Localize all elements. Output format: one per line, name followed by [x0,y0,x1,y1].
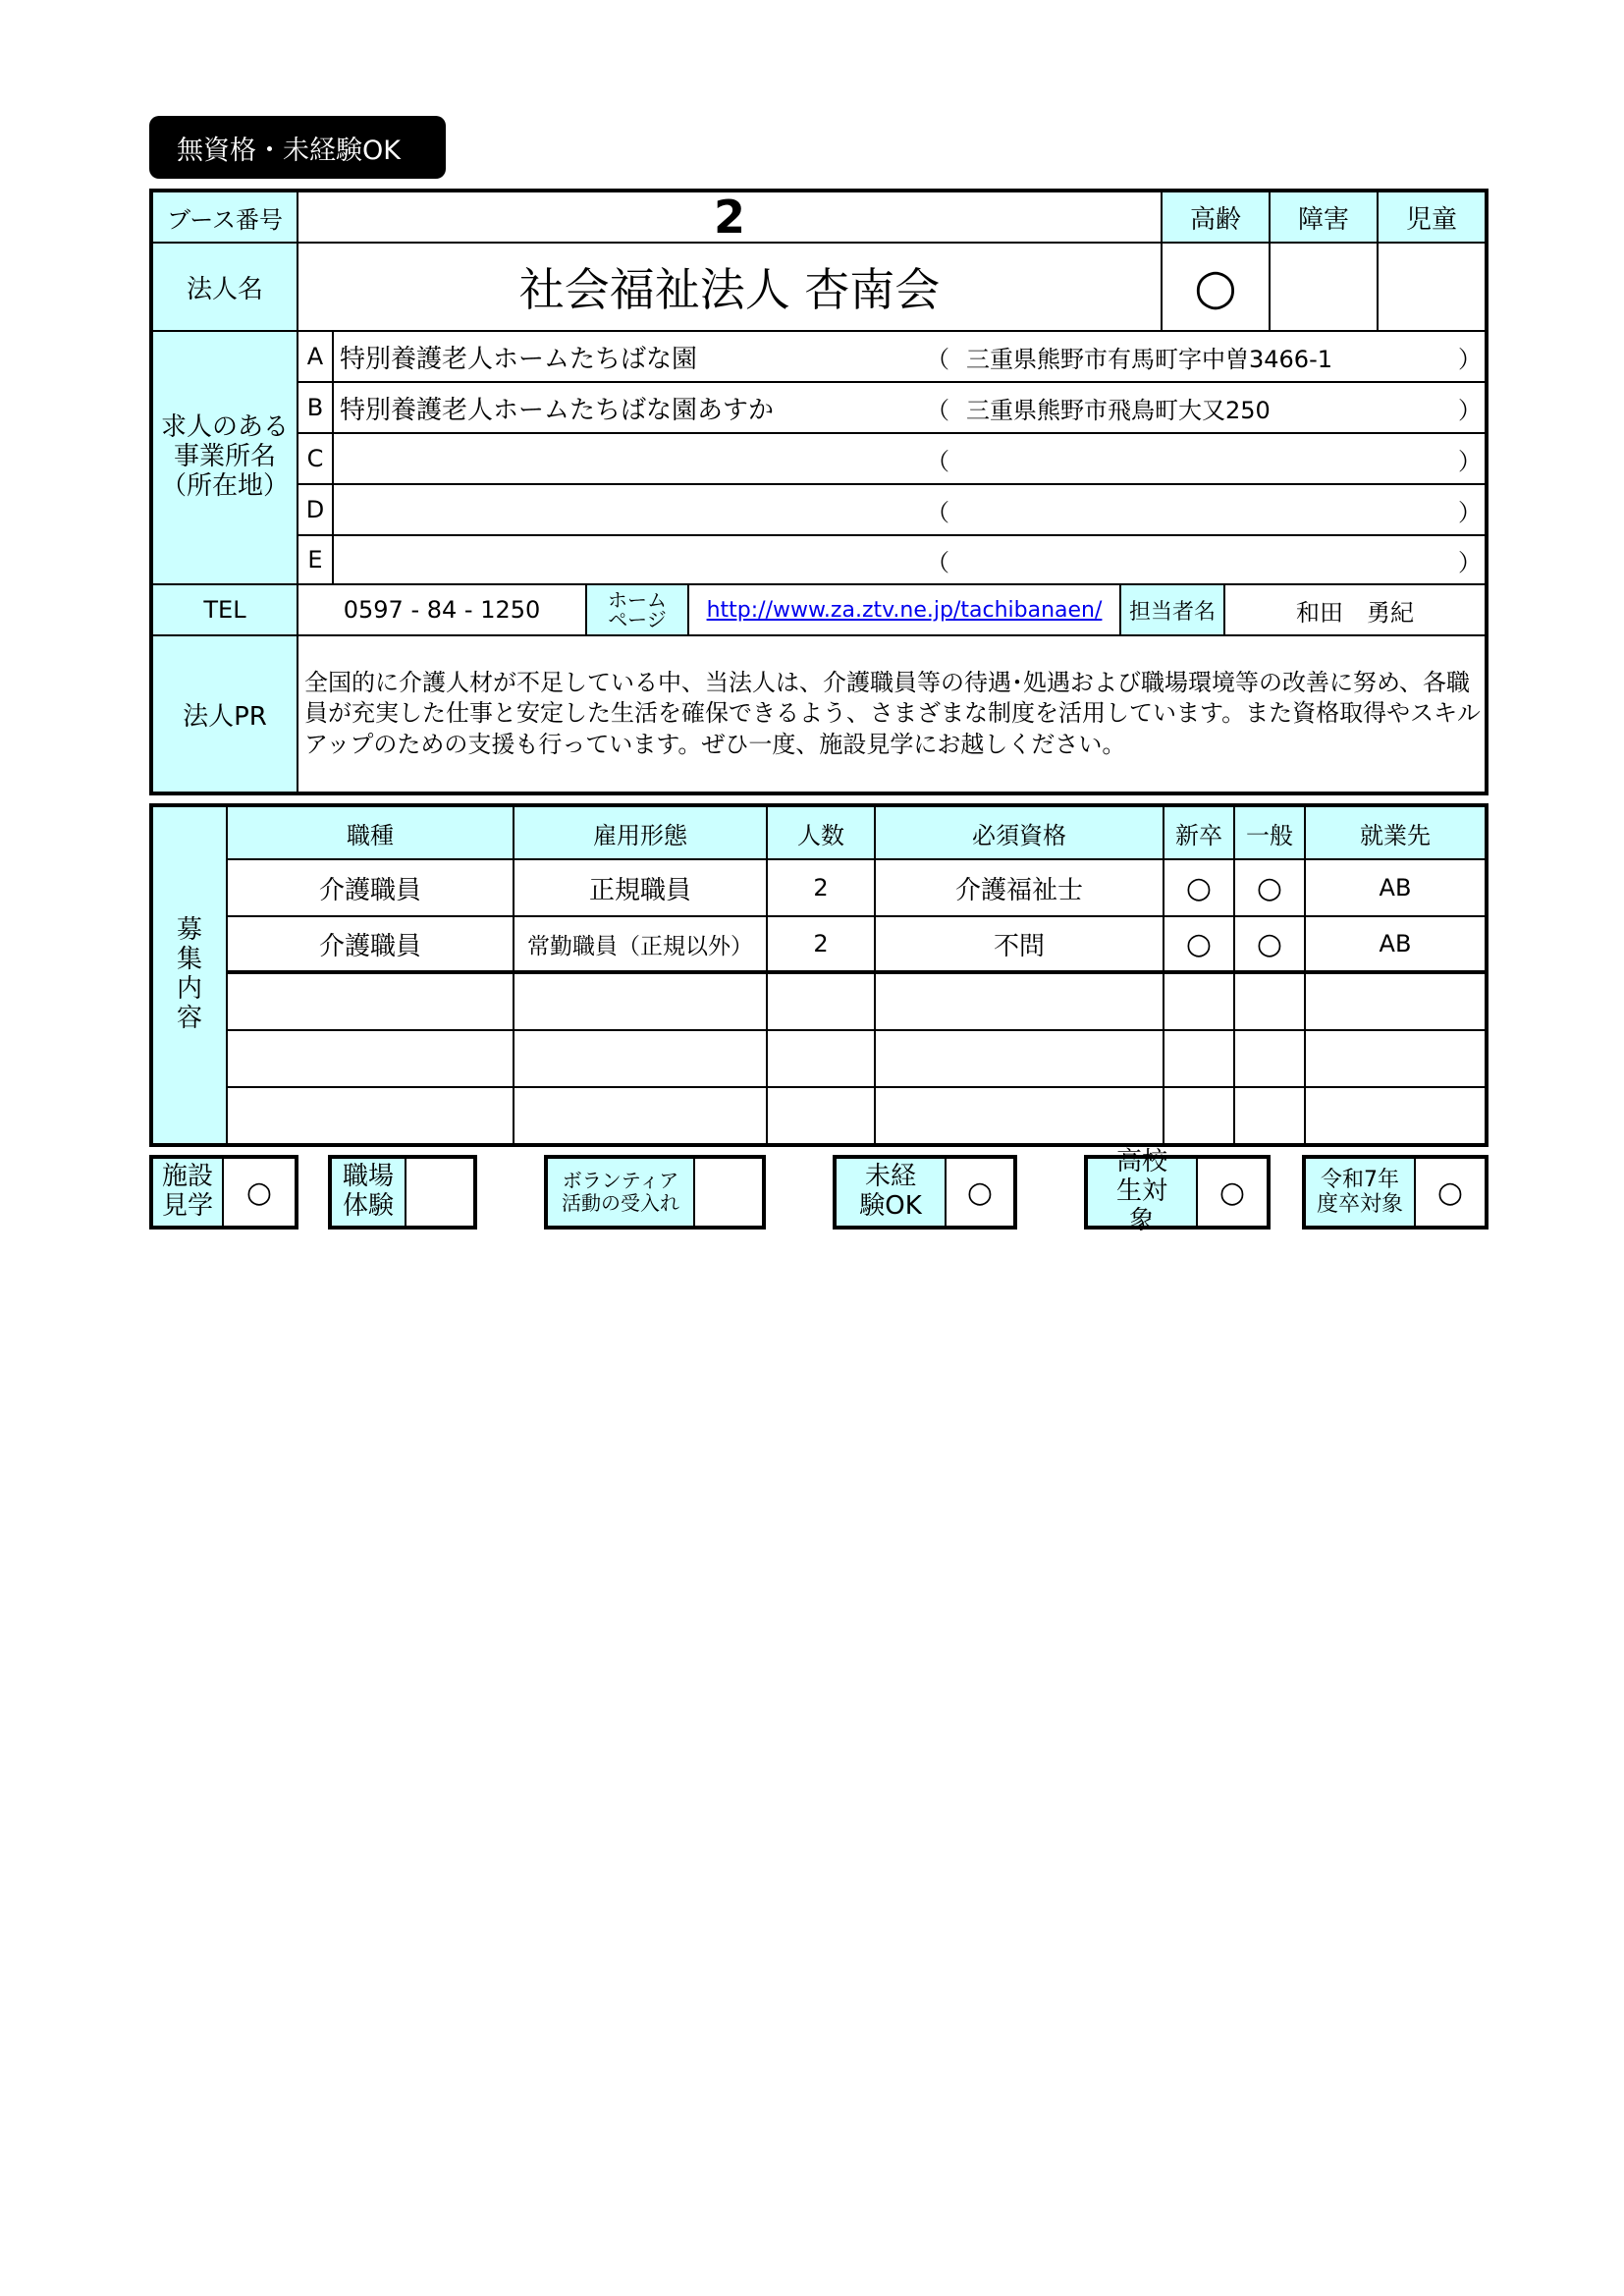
office-letter: A [298,332,334,383]
option-facility-tour [149,1155,298,1230]
col-header-qualification: 必須資格 [876,807,1164,860]
required-qualification [876,1031,1164,1088]
tel-number: 0597 - 84 - 1250 [298,585,587,636]
required-qualification [876,1088,1164,1143]
office-paren-close: ） [1455,332,1485,383]
office-name [334,485,915,536]
general-mark: ○ [1235,917,1306,974]
new-grad-mark: ○ [1164,917,1235,974]
booth-number: 2 [298,192,1163,244]
office-paren-open: （ [915,434,960,485]
option-volunteer [544,1155,766,1230]
general-mark [1235,974,1306,1031]
option-value: ○ [1218,1175,1246,1210]
office-paren-open: （ [915,536,960,585]
job-type [228,1088,514,1143]
headcount [768,1031,876,1088]
required-qualification: 不問 [876,917,1164,974]
homepage-url[interactable] [689,585,1121,636]
office-paren-close: ） [1455,434,1485,485]
no-qualification-badge [149,116,446,179]
booth-number-label: ブース番号 [153,192,298,244]
homepage-link[interactable]: http://www.za.ztv.ne.jp/tachibanaen/ [706,597,1103,623]
job-type [228,974,514,1031]
target-disability-label: 障害 [1271,192,1379,244]
corporation-info-table [149,189,1489,795]
office-paren-open: （ [915,485,960,536]
office-paren-close: ） [1455,485,1485,536]
option-high-school [1084,1147,1271,1235]
option-value: ○ [245,1175,273,1210]
option-label: ボランティア活動の受入れ [548,1159,695,1226]
target-disability-mark [1271,244,1379,332]
option-value [406,1159,473,1226]
office-address [960,536,1455,585]
job-type: 介護職員 [228,860,514,917]
col-header-employment: 雇用形態 [514,807,768,860]
workplace: AB [1306,860,1485,917]
job-type: 介護職員 [228,917,514,974]
corp-name: 社会福祉法人 杏南会 [298,244,1163,332]
general-mark: ○ [1235,860,1306,917]
option-label: 職場体験 [332,1159,406,1226]
workplace [1306,974,1485,1031]
employment-type [514,974,768,1031]
office-name: 特別養護老人ホームたちばな園あすか [334,383,915,434]
office-address [960,485,1455,536]
workplace [1306,1031,1485,1088]
headcount: 2 [768,917,876,974]
office-paren-close: ） [1455,536,1485,585]
office-name [334,434,915,485]
option-workplace-experience [328,1155,477,1230]
target-children-label: 児童 [1379,192,1485,244]
option-label: 高校生対象 [1088,1159,1198,1226]
office-address: 三重県熊野市有馬町字中曽3466-1 [960,332,1455,383]
option-value: ○ [966,1175,994,1210]
office-name [334,536,915,585]
office-name: 特別養護老人ホームたちばな園 [334,332,915,383]
employment-type: 正規職員 [514,860,768,917]
option-value [695,1159,762,1226]
tel-label: TEL [153,585,298,636]
option-value: ○ [1436,1175,1464,1210]
headcount: 2 [768,860,876,917]
option-no-experience-ok [833,1155,1017,1230]
target-elderly-label: 高齢 [1163,192,1271,244]
col-header-job: 職種 [228,807,514,860]
office-paren-close: ） [1455,383,1485,434]
office-letter: B [298,383,334,434]
office-letter: D [298,485,334,536]
office-paren-open: （ [915,383,960,434]
option-label: 施設見学 [153,1159,224,1226]
recruit-side-label: 募集内容 [153,807,228,1143]
general-mark [1235,1031,1306,1088]
office-address: 三重県熊野市飛鳥町大又250 [960,383,1455,434]
new-grad-mark [1164,974,1235,1031]
office-letter: E [298,536,334,585]
office-paren-open: （ [915,332,960,383]
job-type [228,1031,514,1088]
col-header-general: 一般 [1235,807,1306,860]
workplace: AB [1306,917,1485,974]
workplace [1306,1088,1485,1143]
recruitment-table [149,803,1489,1147]
badge-text: 無資格・未経験OK [177,135,401,166]
general-mark [1235,1088,1306,1143]
new-grad-mark [1164,1088,1235,1143]
homepage-label: ホームページ [587,585,689,636]
office-address [960,434,1455,485]
target-children-mark [1379,244,1485,332]
headcount [768,974,876,1031]
employment-type [514,1031,768,1088]
col-header-workplace: 就業先 [1306,807,1485,860]
pr-text: 全国的に介護人材が不足している中、当法人は、介護職員等の待遇･処遇および職場環境等の改善に努め、各職員が充実した仕事と安定した生活を確保できるよう、さまざまな制度を活用しています。また資格取得やスキルアップのための支援も行っています。ぜひ一度、施設見学にお越しください。 [304,669,1481,758]
col-header-new-grad: 新卒 [1164,807,1235,860]
new-grad-mark [1164,1031,1235,1088]
option-label: 未経験OK [837,1159,947,1226]
offices-label: 求人のある事業所名（所在地） [153,332,298,585]
required-qualification: 介護福祉士 [876,860,1164,917]
required-qualification [876,974,1164,1031]
contact-person-label: 担当者名 [1121,585,1225,636]
col-header-count: 人数 [768,807,876,860]
headcount [768,1088,876,1143]
contact-person: 和田 勇紀 [1225,585,1485,636]
new-grad-mark: ○ [1164,860,1235,917]
employment-type: 常勤職員（正規以外） [514,917,768,974]
pr-label: 法人PR [153,636,298,792]
corp-name-label: 法人名 [153,244,298,332]
employment-type [514,1088,768,1143]
option-reiwa7-graduates [1302,1155,1489,1230]
option-label: 令和7年度卒対象 [1306,1159,1416,1226]
target-elderly-mark: ○ [1163,244,1271,332]
office-letter: C [298,434,334,485]
